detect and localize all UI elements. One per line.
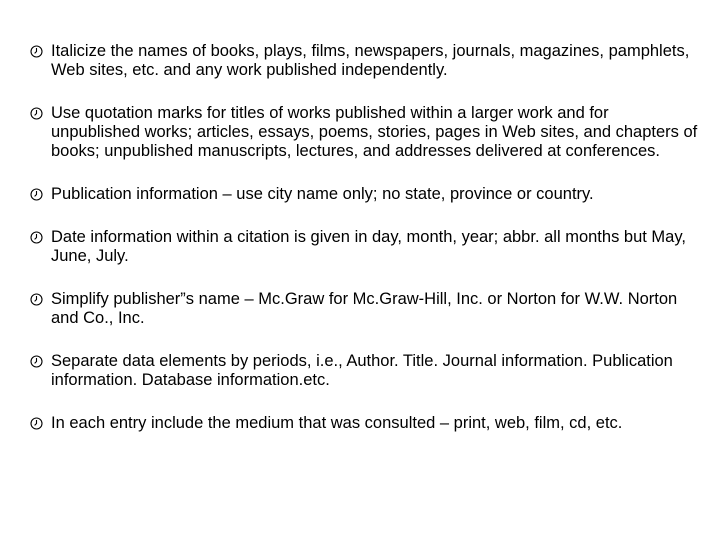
- bullet-item-medium: [29, 414, 699, 433]
- bullet-item-quotation-marks: [29, 104, 699, 161]
- bullet-item-publisher-name: [29, 290, 699, 328]
- clock-bullet-icon: [29, 352, 43, 371]
- clock-bullet-icon: [29, 228, 43, 247]
- clock-bullet-icon: [29, 290, 43, 309]
- clock-bullet-icon: [29, 185, 43, 204]
- bullet-item-date-info: [29, 228, 699, 266]
- bullet-text: Date information within a citation is given in day, month, year; abbr. all months but May, June, July.: [51, 228, 686, 265]
- bullet-text: Use quotation marks for titles of works published within a larger work and for unpublished works; articles, essays, poems, stories, pages in Web sites, and chapters of books; unpublished manuscripts, lectures, and addresses delivered at conferences.: [51, 104, 698, 160]
- bullet-item-separate-elements: [29, 352, 699, 390]
- bullet-item-italicize: [29, 42, 699, 80]
- bullet-text: In each entry include the medium that was consulted – print, web, film, cd, etc.: [51, 414, 623, 432]
- bullet-text: Italicize the names of books, plays, films, newspapers, journals, magazines, pamphlets, Web sites, etc. and any work published independently.: [51, 42, 690, 79]
- bullet-text: Simplify publisher”s name – Mc.Graw for Mc.Graw-Hill, Inc. or Norton for W.W. Norton and Co., Inc.: [51, 290, 678, 327]
- clock-bullet-icon: [29, 42, 43, 61]
- clock-bullet-icon: [29, 104, 43, 123]
- bullet-text: Publication information – use city name only; no state, province or country.: [51, 185, 594, 203]
- bullet-list: [29, 42, 699, 457]
- bullet-text: Separate data elements by periods, i.e., Author. Title. Journal information. Publication information. Database information.etc.: [51, 352, 673, 389]
- bullet-item-publication-info: [29, 185, 699, 204]
- clock-bullet-icon: [29, 414, 43, 433]
